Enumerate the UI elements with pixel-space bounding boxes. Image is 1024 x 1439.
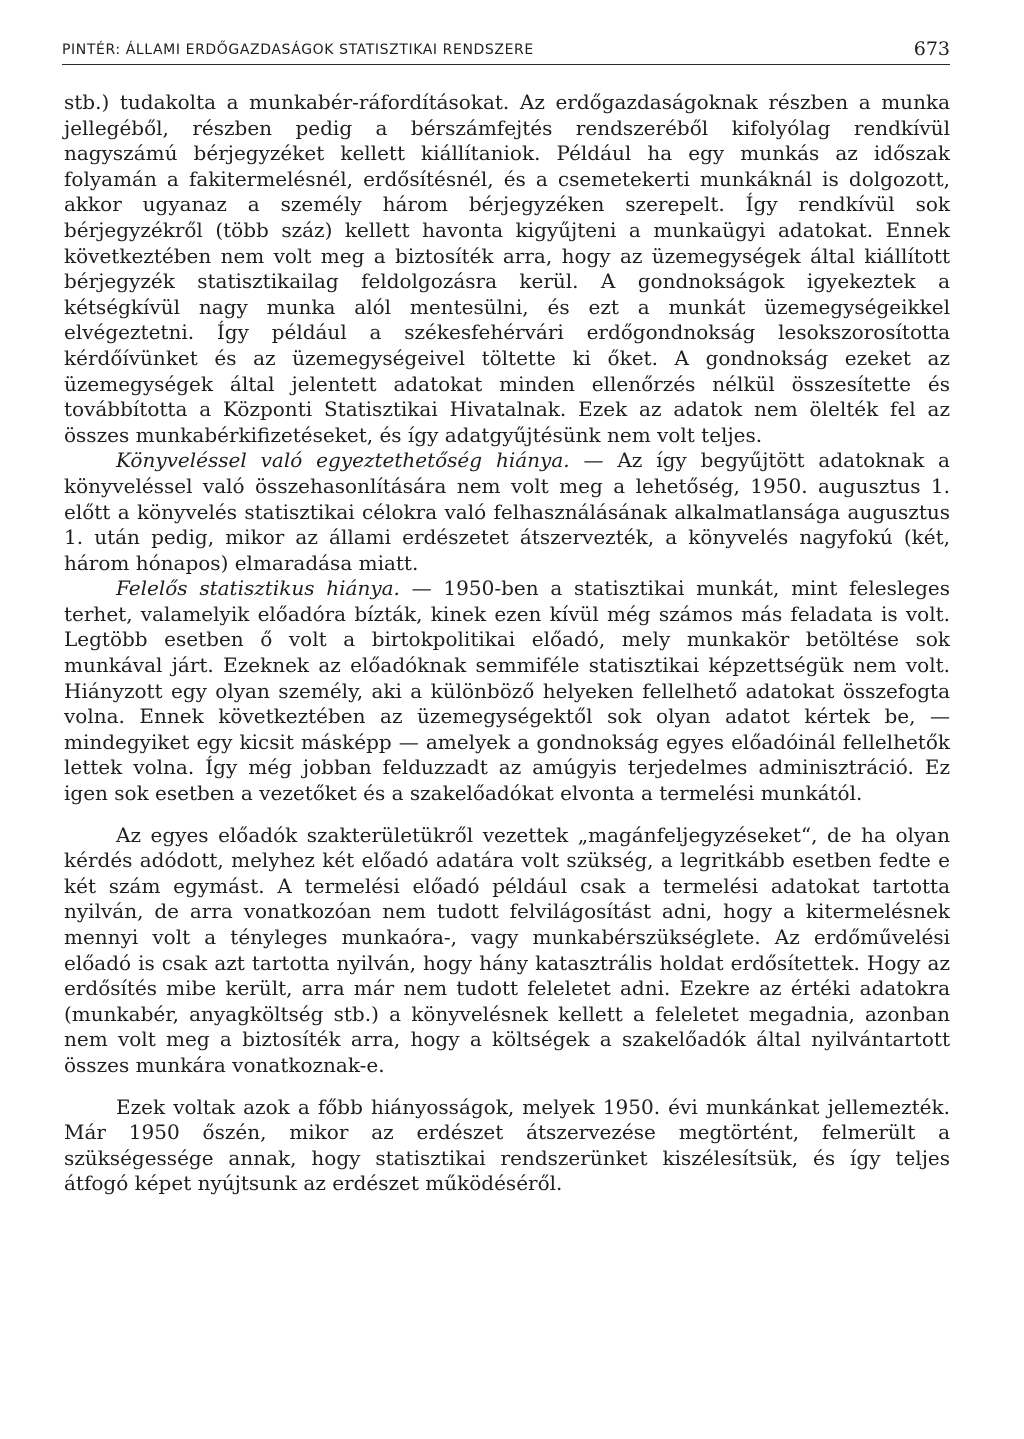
article-body <box>64 90 950 1197</box>
paragraph-text: Ezek voltak azok a főbb hiányosságok, melyek 1950. évi munkánkat jellemezték. Már 1950 őszén, mikor az erdészet átszervezése megtörtént, felmerült a szükségessége annak, hogy statisztikai rendszerünket kiszélesítsük, és így teljes átfogó képet nyújtsunk az erdészet működéséről. <box>64 1094 950 1196</box>
paragraph-text: stb.) tudakolta a munkabér-ráfordításokat. Az erdőgazdaságoknak részben a munka jellegéből, részben pedig a bérszámfejtés rendszeréből kifolyólag rendkívül nagyszámú bérjegyzéket kellett kiállítaniok. Például ha egy munkás az időszak folyamán a fakitermelésnél, erdősítésnél, és a csemetekerti munkáknál is dolgozott, akkor ugyanaz a személy három bérjegyzéken szerepelt. Így rendkívül sok bérjegyzékről (több száz) kellett havonta kigyűjteni a munkaügyi adatokat. Ennek következtében nem volt meg a biztosíték arra, hogy az üzemegységek által kiállított bérjegyzék statisztikailag feldolgozásra kerül. A gondnokságok igyekeztek a kétségkívül nagy munka alól mentesülni, és ezt a munkát üzemegységeikkel elvégeztetni. Így például a székesfehérvári erdőgondnokság lesokszorosította kérdőívünket és az üzemegységeivel töltette ki őket. A gondnokság ezeket az üzemegységek által jelentett adatokat minden ellenőrzés nélkül összesítette és továbbította a Központi Statisztikai Hivatalnak. Ezek az adatok nem ölelték fel az összes munkabérkifizetéseket, és így adatgyűjtésünk nem volt teljes. <box>64 90 950 447</box>
paragraph-text: Az egyes előadók szakterületükről vezettek „magánfeljegyzéseket“, de ha olyan kérdés adódott, melyhez két előadó adatára volt szükség, a legritkább esetben fedte e két szám egymást. A termelési előadó például csak a termelési adatokat tartotta nyilván, de arra vonatkozóan nem tudott felvilágosítást adni, hogy a kitermelésnek mennyi volt a tényleges munkaóra-, vagy munkabérszükséglete. Az erdőművelési előadó is csak azt tartotta nyilván, hogy hány katasztrális holdat erdősítettek. Hogy az erdősítés mibe került, arra már nem tudott feleletet adni. Ezekre az értéki adatokra (munkabér, anyagköltség stb.) a könyvelésnek kellett a feleletet megadnia, azonban nem volt meg a biztosíték arra, hogy a költségek a szakelőadók által nyilvántartott összes munkára vonatkoznak-e. <box>64 822 950 1077</box>
section-heading-statistician: Felelős statisztikus hiánya. <box>116 576 400 601</box>
running-header <box>62 34 950 65</box>
paragraph-statistician <box>64 576 950 806</box>
paragraph-conclusion <box>64 1095 950 1197</box>
running-title: PINTÉR: ÁLLAMI ERDŐGAZDASÁGOK STATISZTIKAI RENDSZERE <box>62 42 534 58</box>
paragraph-text: — Az így begyűjtött adatoknak a könyveléssel való összehasonlítására nem volt meg a lehetőség, 1950. augusztus 1. előtt a könyvelés statisztikai célokra való felhasználásának alkalmatlansága augusztus 1. után pedig, mikor az állami erdészetet átszervezték, a könyvelés nagyfokú (két, három hónapos) elmaradása miatt. <box>64 448 950 575</box>
paragraph-private-notes <box>64 823 950 1079</box>
paragraph-wage-sheets <box>64 90 950 448</box>
paragraph-text: — 1950-ben a statisztikai munkát, mint felesleges terhet, valamelyik előadóra bízták, kinek ezen kívül még számos más feladata is volt. Legtöbb esetben ő volt a birtokpolitikai előadó, mely munkakör betöltése sok munkával járt. Ezeknek az előadóknak semmiféle statisztikai képzettségük nem volt. Hiányzott egy olyan személy, aki a különböző helyeken fellelhető adatokat összefogta volna. Ennek következtében az üzemegységektől sok olyan adatot kértek be, — mindegyiket egy kicsit másképp — amelyek a gondnokság egyes előadóinál fellelhetők lettek volna. Így még jobban felduzzadt az amúgyis terjedelmes adminisztráció. Ez igen sok esetben a vezetőket és a szakelőadókat elvonta a termelési munkától. <box>64 576 950 806</box>
section-heading-bookkeeping: Könyveléssel való egyeztethetőség hiánya. <box>116 448 570 473</box>
page-number: 673 <box>913 38 950 60</box>
paragraph-bookkeeping <box>64 448 950 576</box>
